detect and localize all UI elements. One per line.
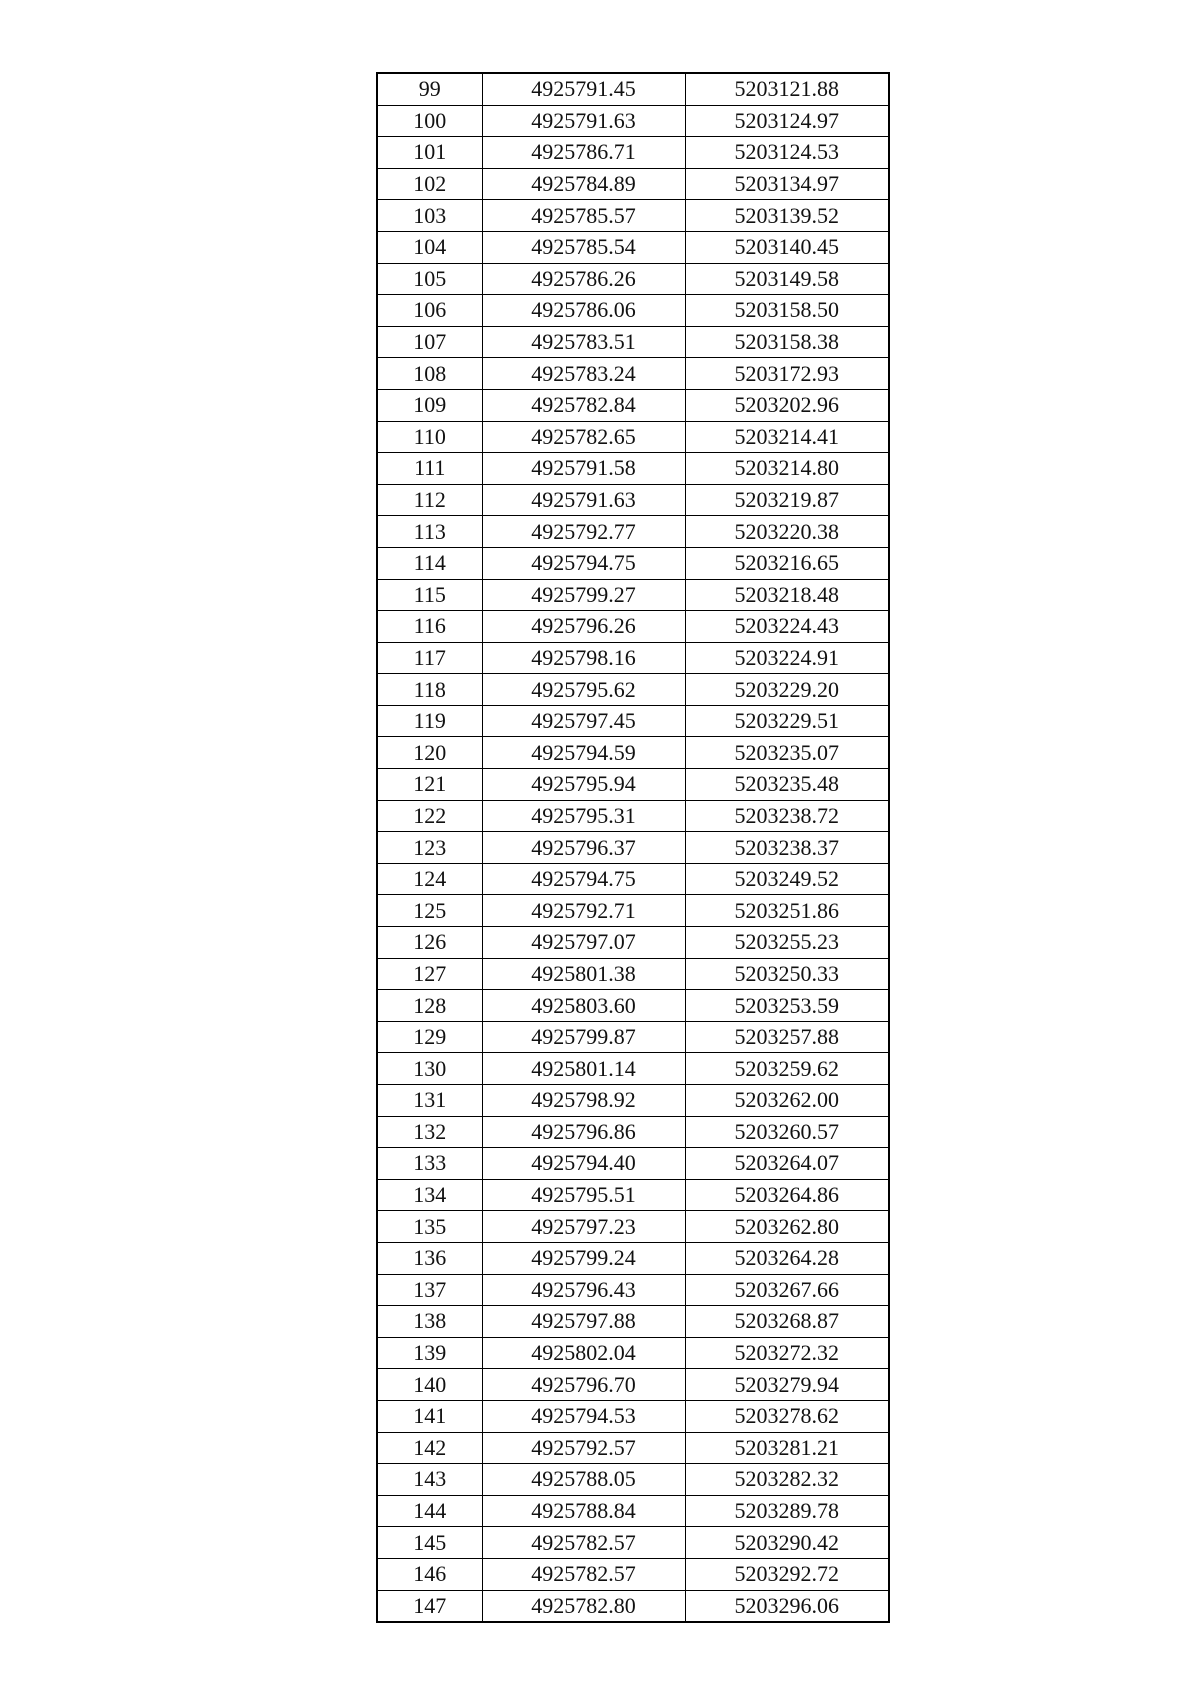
y-coordinate-cell: 5203253.59 [685,990,889,1022]
x-coordinate-cell: 4925788.84 [482,1495,685,1527]
point-number-cell: 143 [377,1464,482,1496]
table-row [377,863,889,895]
y-coordinate-cell: 5203124.97 [685,105,889,137]
table-row [377,105,889,137]
point-number-cell: 112 [377,484,482,516]
table-row [377,1053,889,1085]
x-coordinate-cell: 4925791.45 [482,73,685,105]
table-row [377,1527,889,1559]
table-row [377,547,889,579]
table-row [377,705,889,737]
x-coordinate-cell: 4925791.63 [482,484,685,516]
y-coordinate-cell: 5203251.86 [685,895,889,927]
y-coordinate-cell: 5203224.43 [685,611,889,643]
x-coordinate-cell: 4925796.70 [482,1369,685,1401]
x-coordinate-cell: 4925796.26 [482,611,685,643]
y-coordinate-cell: 5203139.52 [685,200,889,232]
x-coordinate-cell: 4925794.40 [482,1148,685,1180]
table-row [377,484,889,516]
point-number-cell: 130 [377,1053,482,1085]
point-number-cell: 105 [377,263,482,295]
point-number-cell: 136 [377,1242,482,1274]
x-coordinate-cell: 4925798.92 [482,1085,685,1117]
table-row [377,1558,889,1590]
x-coordinate-cell: 4925792.71 [482,895,685,927]
x-coordinate-cell: 4925797.45 [482,705,685,737]
x-coordinate-cell: 4925785.54 [482,231,685,263]
y-coordinate-cell: 5203278.62 [685,1400,889,1432]
x-coordinate-cell: 4925791.58 [482,453,685,485]
table-row [377,1464,889,1496]
point-number-cell: 109 [377,389,482,421]
x-coordinate-cell: 4925795.94 [482,769,685,801]
table-row [377,1242,889,1274]
y-coordinate-cell: 5203282.32 [685,1464,889,1496]
point-number-cell: 138 [377,1306,482,1338]
x-coordinate-cell: 4925784.89 [482,168,685,200]
table-row [377,516,889,548]
y-coordinate-cell: 5203264.07 [685,1148,889,1180]
y-coordinate-cell: 5203216.65 [685,547,889,579]
table-row [377,389,889,421]
point-number-cell: 147 [377,1590,482,1622]
y-coordinate-cell: 5203296.06 [685,1590,889,1622]
table-row [377,1211,889,1243]
point-number-cell: 123 [377,832,482,864]
point-number-cell: 140 [377,1369,482,1401]
y-coordinate-cell: 5203281.21 [685,1432,889,1464]
y-coordinate-cell: 5203267.66 [685,1274,889,1306]
y-coordinate-cell: 5203260.57 [685,1116,889,1148]
x-coordinate-cell: 4925799.87 [482,1021,685,1053]
x-coordinate-cell: 4925803.60 [482,990,685,1022]
point-number-cell: 104 [377,231,482,263]
y-coordinate-cell: 5203229.20 [685,674,889,706]
point-number-cell: 118 [377,674,482,706]
point-number-cell: 100 [377,105,482,137]
table-row [377,895,889,927]
x-coordinate-cell: 4925788.05 [482,1464,685,1496]
table-row [377,73,889,105]
table-row [377,168,889,200]
point-number-cell: 141 [377,1400,482,1432]
x-coordinate-cell: 4925796.37 [482,832,685,864]
x-coordinate-cell: 4925786.26 [482,263,685,295]
y-coordinate-cell: 5203218.48 [685,579,889,611]
point-number-cell: 145 [377,1527,482,1559]
point-number-cell: 120 [377,737,482,769]
x-coordinate-cell: 4925786.06 [482,295,685,327]
table-row [377,137,889,169]
y-coordinate-cell: 5203279.94 [685,1369,889,1401]
y-coordinate-cell: 5203235.07 [685,737,889,769]
x-coordinate-cell: 4925795.51 [482,1179,685,1211]
x-coordinate-cell: 4925799.27 [482,579,685,611]
table-row [377,1306,889,1338]
table-row [377,1116,889,1148]
point-number-cell: 139 [377,1337,482,1369]
point-number-cell: 126 [377,927,482,959]
x-coordinate-cell: 4925791.63 [482,105,685,137]
point-number-cell: 116 [377,611,482,643]
x-coordinate-cell: 4925794.75 [482,863,685,895]
point-number-cell: 127 [377,958,482,990]
table-row [377,769,889,801]
point-number-cell: 106 [377,295,482,327]
table-row [377,800,889,832]
y-coordinate-cell: 5203229.51 [685,705,889,737]
point-number-cell: 124 [377,863,482,895]
x-coordinate-cell: 4925797.23 [482,1211,685,1243]
x-coordinate-cell: 4925798.16 [482,642,685,674]
x-coordinate-cell: 4925783.24 [482,358,685,390]
y-coordinate-cell: 5203158.38 [685,326,889,358]
table-row [377,927,889,959]
x-coordinate-cell: 4925783.51 [482,326,685,358]
point-number-cell: 146 [377,1558,482,1590]
y-coordinate-cell: 5203134.97 [685,168,889,200]
point-number-cell: 113 [377,516,482,548]
table-row [377,295,889,327]
x-coordinate-cell: 4925797.07 [482,927,685,959]
point-number-cell: 114 [377,547,482,579]
point-number-cell: 142 [377,1432,482,1464]
table-row [377,358,889,390]
point-number-cell: 131 [377,1085,482,1117]
x-coordinate-cell: 4925799.24 [482,1242,685,1274]
point-number-cell: 122 [377,800,482,832]
table-row [377,1021,889,1053]
table-row [377,1432,889,1464]
y-coordinate-cell: 5203140.45 [685,231,889,263]
y-coordinate-cell: 5203290.42 [685,1527,889,1559]
y-coordinate-cell: 5203219.87 [685,484,889,516]
table-row [377,1337,889,1369]
coordinates-table [376,72,890,1623]
table-row [377,1590,889,1622]
x-coordinate-cell: 4925794.53 [482,1400,685,1432]
y-coordinate-cell: 5203262.80 [685,1211,889,1243]
y-coordinate-cell: 5203124.53 [685,137,889,169]
point-number-cell: 101 [377,137,482,169]
y-coordinate-cell: 5203272.32 [685,1337,889,1369]
x-coordinate-cell: 4925795.62 [482,674,685,706]
y-coordinate-cell: 5203262.00 [685,1085,889,1117]
table-row [377,1179,889,1211]
point-number-cell: 129 [377,1021,482,1053]
point-number-cell: 128 [377,990,482,1022]
x-coordinate-cell: 4925782.57 [482,1527,685,1559]
y-coordinate-cell: 5203220.38 [685,516,889,548]
table-row [377,737,889,769]
y-coordinate-cell: 5203149.58 [685,263,889,295]
y-coordinate-cell: 5203268.87 [685,1306,889,1338]
x-coordinate-cell: 4925785.57 [482,200,685,232]
point-number-cell: 134 [377,1179,482,1211]
table-row [377,231,889,263]
y-coordinate-cell: 5203255.23 [685,927,889,959]
point-number-cell: 135 [377,1211,482,1243]
point-number-cell: 121 [377,769,482,801]
y-coordinate-cell: 5203292.72 [685,1558,889,1590]
table-row [377,990,889,1022]
point-number-cell: 119 [377,705,482,737]
table-row [377,832,889,864]
point-number-cell: 110 [377,421,482,453]
table-row [377,1274,889,1306]
x-coordinate-cell: 4925797.88 [482,1306,685,1338]
x-coordinate-cell: 4925782.84 [482,389,685,421]
point-number-cell: 137 [377,1274,482,1306]
x-coordinate-cell: 4925782.65 [482,421,685,453]
y-coordinate-cell: 5203250.33 [685,958,889,990]
x-coordinate-cell: 4925801.14 [482,1053,685,1085]
x-coordinate-cell: 4925802.04 [482,1337,685,1369]
x-coordinate-cell: 4925786.71 [482,137,685,169]
x-coordinate-cell: 4925782.57 [482,1558,685,1590]
y-coordinate-cell: 5203158.50 [685,295,889,327]
point-number-cell: 111 [377,453,482,485]
y-coordinate-cell: 5203289.78 [685,1495,889,1527]
table-row [377,263,889,295]
table-row [377,958,889,990]
table-row [377,642,889,674]
table-row [377,200,889,232]
y-coordinate-cell: 5203235.48 [685,769,889,801]
point-number-cell: 102 [377,168,482,200]
x-coordinate-cell: 4925794.75 [482,547,685,579]
y-coordinate-cell: 5203264.86 [685,1179,889,1211]
table-row [377,1085,889,1117]
coordinates-table-body [377,73,889,1622]
x-coordinate-cell: 4925796.86 [482,1116,685,1148]
x-coordinate-cell: 4925795.31 [482,800,685,832]
point-number-cell: 117 [377,642,482,674]
point-number-cell: 99 [377,73,482,105]
table-row [377,1400,889,1432]
y-coordinate-cell: 5203214.41 [685,421,889,453]
x-coordinate-cell: 4925792.57 [482,1432,685,1464]
table-row [377,579,889,611]
table-row [377,1148,889,1180]
table-row [377,326,889,358]
y-coordinate-cell: 5203257.88 [685,1021,889,1053]
x-coordinate-cell: 4925801.38 [482,958,685,990]
table-row [377,1495,889,1527]
y-coordinate-cell: 5203224.91 [685,642,889,674]
x-coordinate-cell: 4925796.43 [482,1274,685,1306]
point-number-cell: 115 [377,579,482,611]
table-row [377,1369,889,1401]
point-number-cell: 108 [377,358,482,390]
table-row [377,611,889,643]
point-number-cell: 107 [377,326,482,358]
point-number-cell: 125 [377,895,482,927]
point-number-cell: 144 [377,1495,482,1527]
x-coordinate-cell: 4925792.77 [482,516,685,548]
y-coordinate-cell: 5203214.80 [685,453,889,485]
x-coordinate-cell: 4925782.80 [482,1590,685,1622]
y-coordinate-cell: 5203238.37 [685,832,889,864]
point-number-cell: 133 [377,1148,482,1180]
y-coordinate-cell: 5203121.88 [685,73,889,105]
table-row [377,453,889,485]
table-row [377,674,889,706]
x-coordinate-cell: 4925794.59 [482,737,685,769]
y-coordinate-cell: 5203259.62 [685,1053,889,1085]
y-coordinate-cell: 5203238.72 [685,800,889,832]
table-row [377,421,889,453]
y-coordinate-cell: 5203202.96 [685,389,889,421]
point-number-cell: 132 [377,1116,482,1148]
y-coordinate-cell: 5203249.52 [685,863,889,895]
y-coordinate-cell: 5203172.93 [685,358,889,390]
point-number-cell: 103 [377,200,482,232]
y-coordinate-cell: 5203264.28 [685,1242,889,1274]
